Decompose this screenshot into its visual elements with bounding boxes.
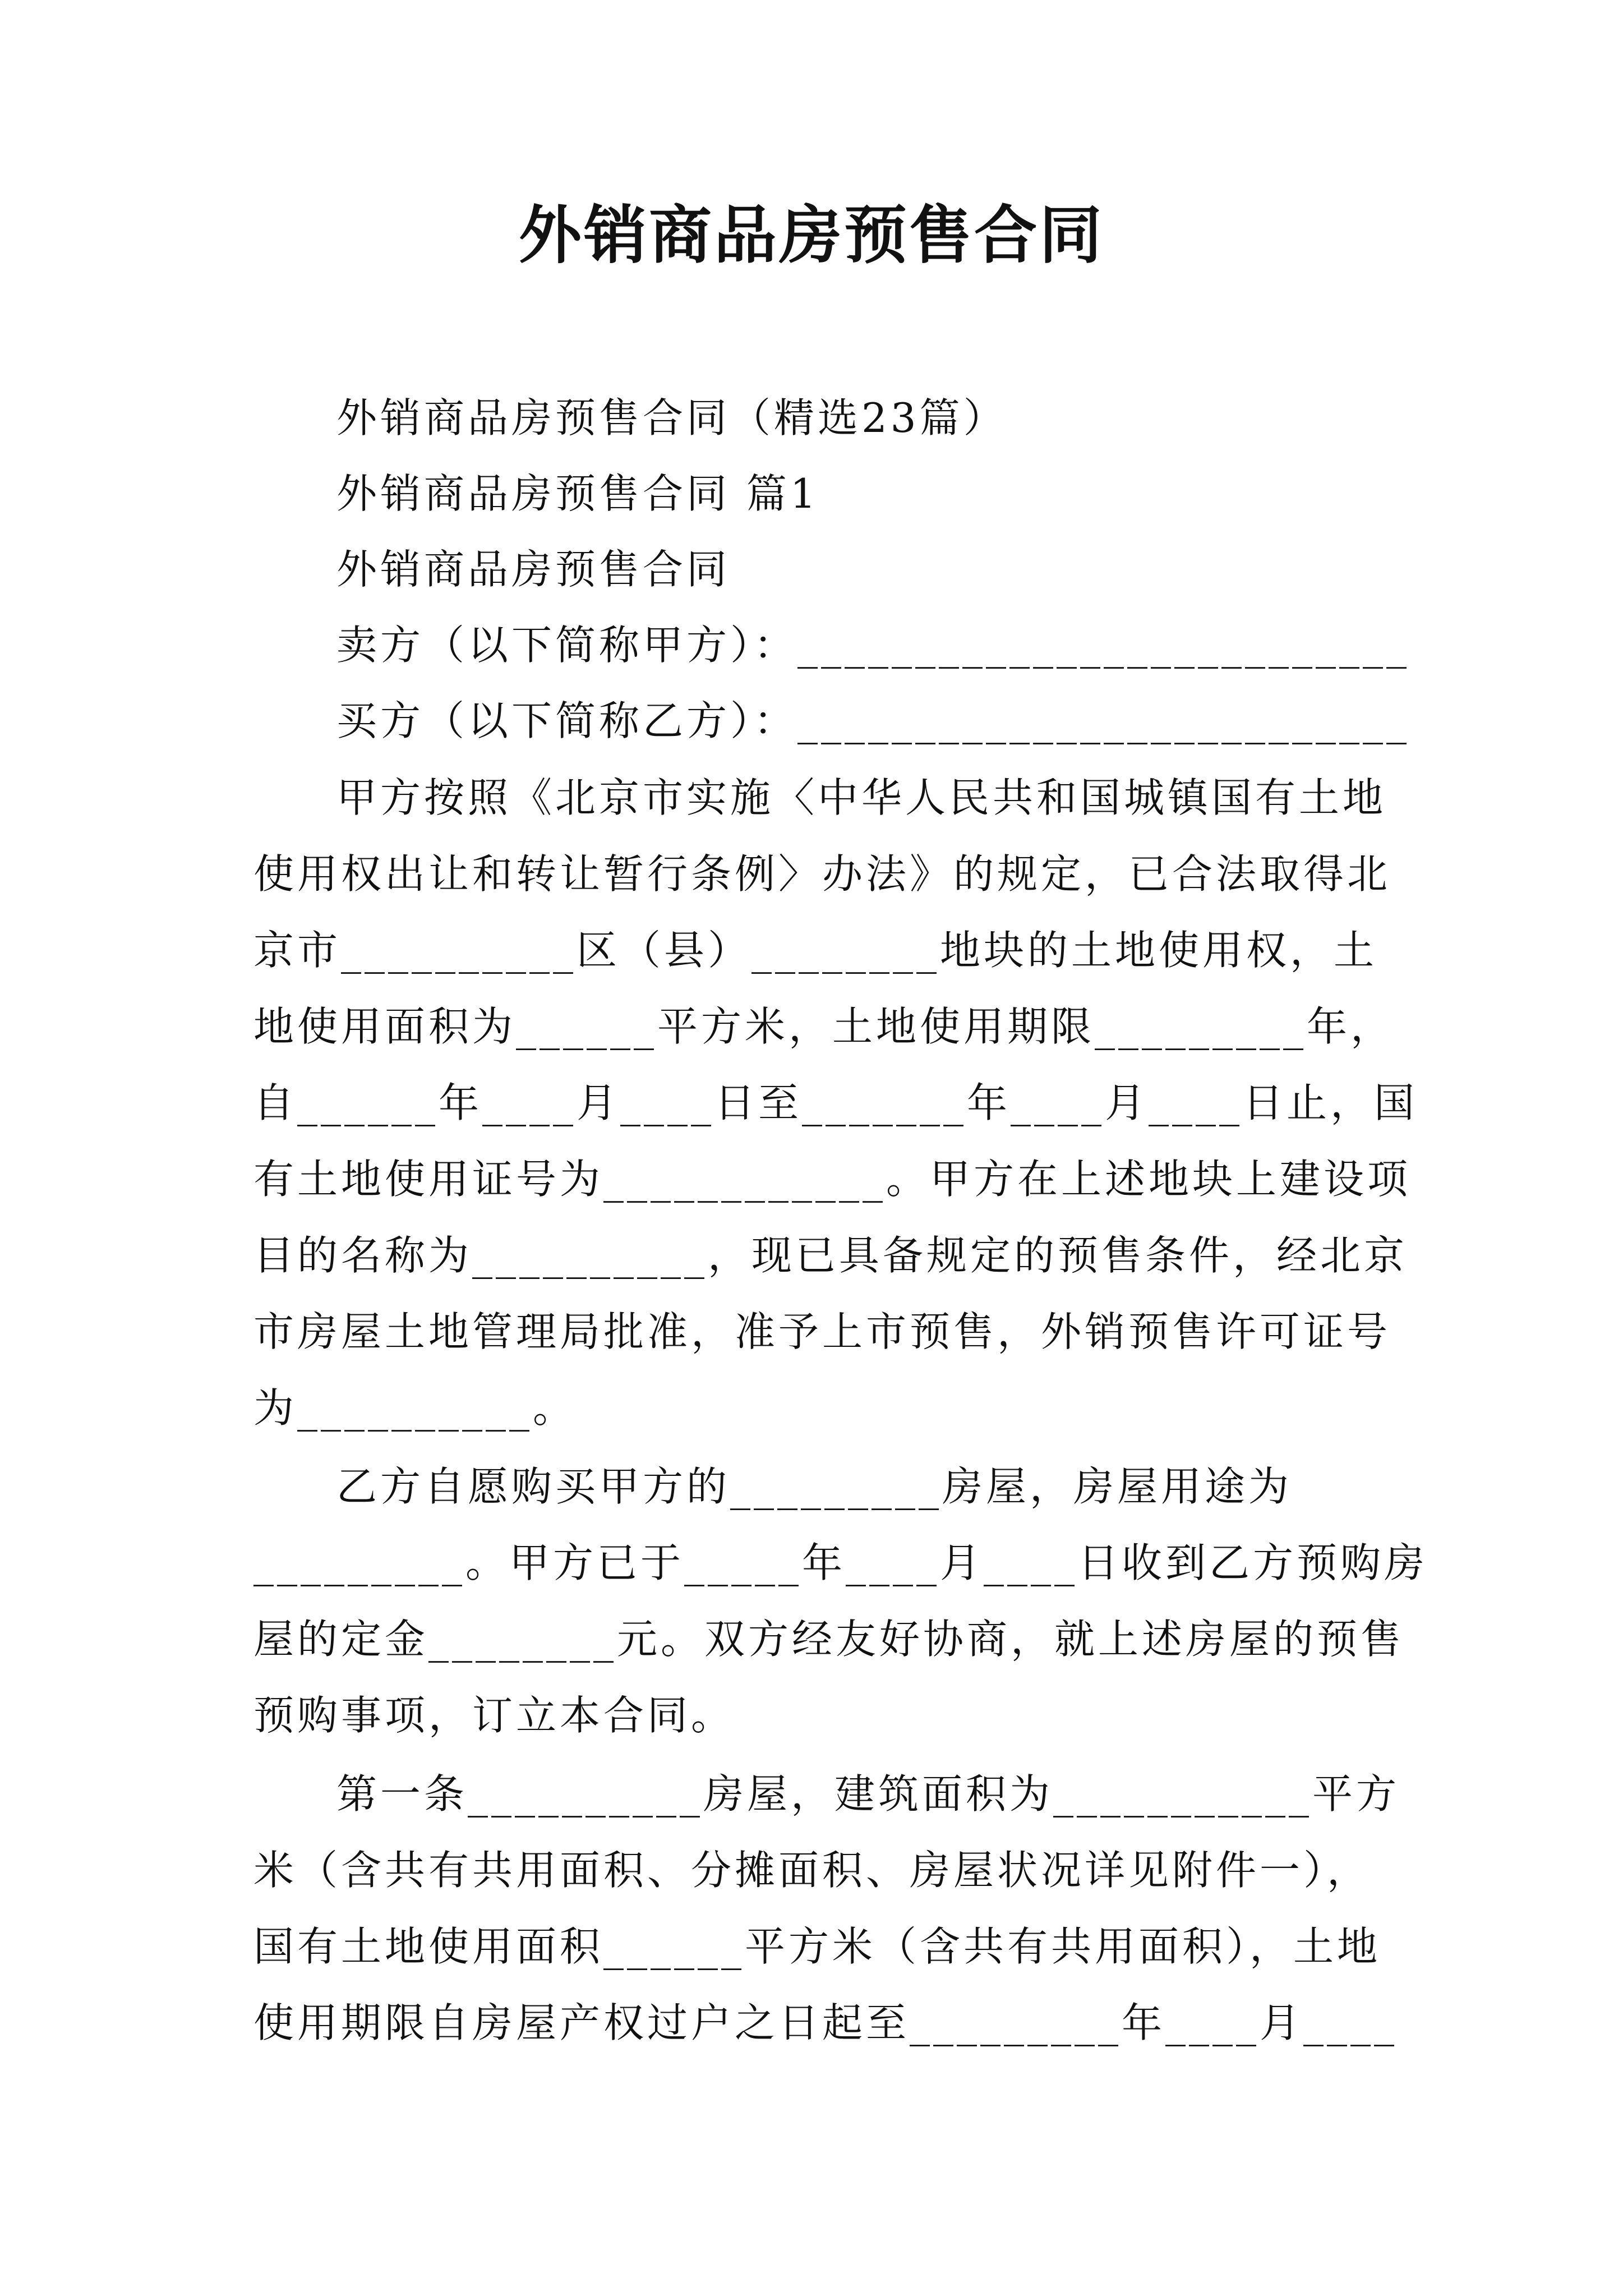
article-1-line-4: 使用期限自房屋产权过户之日起至_________年____月____	[253, 1999, 1398, 2046]
article-1-line-1: 第一条__________房屋，建筑面积为___________平方	[336, 1770, 1400, 1818]
paragraph-1-line-8: 市房屋土地管理局批准，准予上市预售，外销预售许可证号	[253, 1308, 1391, 1355]
paragraph-1-line-1: 甲方按照《北京市实施〈中华人民共和国城镇国有土地	[336, 774, 1387, 821]
paragraph-1-line-9: 为__________。	[253, 1384, 577, 1432]
article-1-line-3: 国有土地使用面积______平方米（含共有共用面积），土地	[253, 1923, 1381, 1970]
paragraph-1-line-4: 地使用面积为______平方米，土地使用期限_________年，	[253, 1003, 1395, 1050]
article-1-line-2: 米（含共有共用面积、分摊面积、房屋状况详见附件一），	[253, 1847, 1371, 1894]
paragraph-2-line-1: 乙方自愿购买甲方的_________房屋，房屋用途为	[336, 1463, 1293, 1510]
body-line-3: 外销商品房预售合同	[336, 546, 731, 593]
paragraph-1-line-2: 使用权出让和转让暂行条例〉办法》的规定，已合法取得北	[253, 850, 1391, 898]
buyer-line: 买方（以下简称乙方）：__________________________	[336, 697, 1410, 744]
body-line-1: 外销商品房预售合同（精选23篇）	[336, 394, 1007, 441]
body-line-2: 外销商品房预售合同 篇1	[336, 470, 819, 517]
paragraph-2-line-2: _________。甲方已于_____年____月____日收到乙方预购房	[253, 1539, 1428, 1586]
paragraph-1-line-7: 目的名称为__________，现已具备规定的预售条件，经北京	[253, 1232, 1408, 1279]
seller-line: 卖方（以下简称甲方）：__________________________	[336, 622, 1410, 669]
paragraph-1-line-6: 有土地使用证号为____________。甲方在上述地块上建设项	[253, 1156, 1412, 1203]
paragraph-1-line-5: 自______年____月____日至_______年____月____日止，国	[253, 1079, 1418, 1126]
document-title: 外销商品房预售合同	[519, 199, 1104, 272]
paragraph-1-line-3: 京市__________区（县）________地块的土地使用权，土	[253, 927, 1378, 974]
paragraph-2-line-4: 预购事项，订立本合同。	[253, 1692, 735, 1739]
paragraph-2-line-3: 屋的定金________元。双方经友好协商，就上述房屋的预售	[253, 1616, 1405, 1663]
